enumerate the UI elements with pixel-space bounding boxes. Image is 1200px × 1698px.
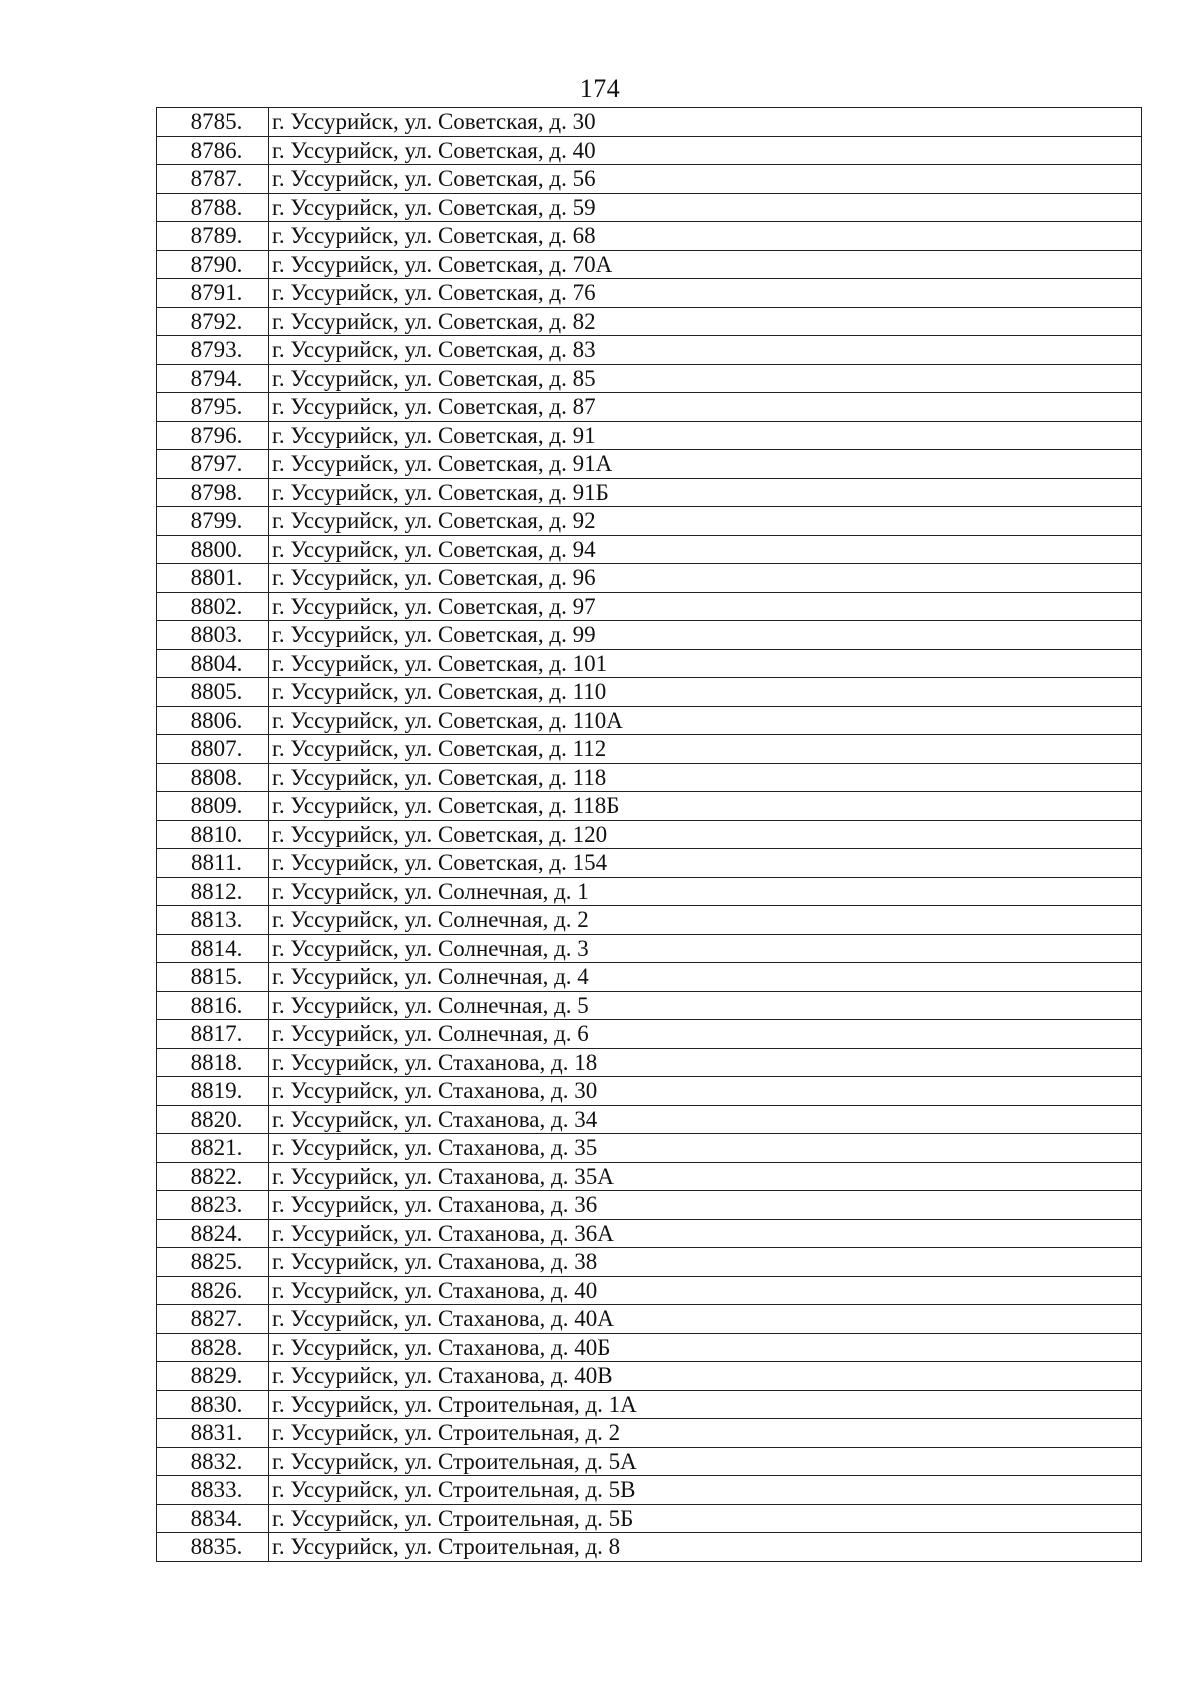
row-number-cell: 8803. bbox=[157, 621, 269, 650]
table-row bbox=[157, 1248, 1142, 1277]
table-row bbox=[157, 507, 1142, 536]
row-number-cell: 8825. bbox=[157, 1248, 269, 1277]
address-cell: г. Уссурийск, ул. Советская, д. 96 bbox=[269, 564, 1142, 593]
address-cell: г. Уссурийск, ул. Строительная, д. 5Б bbox=[269, 1504, 1142, 1533]
address-cell: г. Уссурийск, ул. Советская, д. 68 bbox=[269, 222, 1142, 251]
address-cell: г. Уссурийск, ул. Советская, д. 30 bbox=[269, 108, 1142, 137]
address-cell: г. Уссурийск, ул. Строительная, д. 8 bbox=[269, 1533, 1142, 1562]
row-number-cell: 8831. bbox=[157, 1419, 269, 1448]
table-row bbox=[157, 564, 1142, 593]
address-cell: г. Уссурийск, ул. Стаханова, д. 18 bbox=[269, 1048, 1142, 1077]
address-cell: г. Уссурийск, ул. Советская, д. 83 bbox=[269, 336, 1142, 365]
row-number-cell: 8793. bbox=[157, 336, 269, 365]
table-row bbox=[157, 1390, 1142, 1419]
address-cell: г. Уссурийск, ул. Стаханова, д. 40 bbox=[269, 1276, 1142, 1305]
table-row bbox=[157, 450, 1142, 479]
address-cell: г. Уссурийск, ул. Советская, д. 110 bbox=[269, 678, 1142, 707]
page-number: 174 bbox=[579, 74, 621, 103]
address-cell: г. Уссурийск, ул. Советская, д. 91А bbox=[269, 450, 1142, 479]
table-row bbox=[157, 1105, 1142, 1134]
table-row bbox=[157, 763, 1142, 792]
address-cell: г. Уссурийск, ул. Солнечная, д. 4 bbox=[269, 963, 1142, 992]
table-row bbox=[157, 1305, 1142, 1334]
address-cell: г. Уссурийск, ул. Стаханова, д. 38 bbox=[269, 1248, 1142, 1277]
table-row bbox=[157, 478, 1142, 507]
table-row bbox=[157, 1162, 1142, 1191]
address-cell: г. Уссурийск, ул. Стаханова, д. 35 bbox=[269, 1134, 1142, 1163]
row-number-cell: 8810. bbox=[157, 820, 269, 849]
row-number-cell: 8814. bbox=[157, 934, 269, 963]
table-row bbox=[157, 735, 1142, 764]
row-number-cell: 8818. bbox=[157, 1048, 269, 1077]
table-row bbox=[157, 193, 1142, 222]
row-number-cell: 8811. bbox=[157, 849, 269, 878]
row-number-cell: 8819. bbox=[157, 1077, 269, 1106]
row-number-cell: 8816. bbox=[157, 991, 269, 1020]
table-row bbox=[157, 1504, 1142, 1533]
row-number-cell: 8798. bbox=[157, 478, 269, 507]
row-number-cell: 8786. bbox=[157, 136, 269, 165]
address-cell: г. Уссурийск, ул. Советская, д. 118 bbox=[269, 763, 1142, 792]
table-row bbox=[157, 820, 1142, 849]
address-cell: г. Уссурийск, ул. Строительная, д. 5В bbox=[269, 1476, 1142, 1505]
table-row bbox=[157, 1020, 1142, 1049]
table-row bbox=[157, 307, 1142, 336]
table-row bbox=[157, 1533, 1142, 1562]
row-number-cell: 8827. bbox=[157, 1305, 269, 1334]
table-row bbox=[157, 963, 1142, 992]
address-cell: г. Уссурийск, ул. Строительная, д. 1А bbox=[269, 1390, 1142, 1419]
table-row bbox=[157, 849, 1142, 878]
row-number-cell: 8806. bbox=[157, 706, 269, 735]
table-row bbox=[157, 678, 1142, 707]
row-number-cell: 8834. bbox=[157, 1504, 269, 1533]
table-row bbox=[157, 991, 1142, 1020]
address-cell: г. Уссурийск, ул. Стаханова, д. 30 bbox=[269, 1077, 1142, 1106]
row-number-cell: 8808. bbox=[157, 763, 269, 792]
address-table bbox=[156, 107, 1142, 1562]
table-row bbox=[157, 1476, 1142, 1505]
table-row bbox=[157, 222, 1142, 251]
row-number-cell: 8807. bbox=[157, 735, 269, 764]
row-number-cell: 8801. bbox=[157, 564, 269, 593]
address-cell: г. Уссурийск, ул. Стаханова, д. 36 bbox=[269, 1191, 1142, 1220]
address-cell: г. Уссурийск, ул. Советская, д. 97 bbox=[269, 592, 1142, 621]
row-number-cell: 8815. bbox=[157, 963, 269, 992]
table-row bbox=[157, 393, 1142, 422]
row-number-cell: 8824. bbox=[157, 1219, 269, 1248]
row-number-cell: 8787. bbox=[157, 165, 269, 194]
address-cell: г. Уссурийск, ул. Советская, д. 40 bbox=[269, 136, 1142, 165]
row-number-cell: 8829. bbox=[157, 1362, 269, 1391]
address-cell: г. Уссурийск, ул. Советская, д. 112 bbox=[269, 735, 1142, 764]
table-row bbox=[157, 1333, 1142, 1362]
row-number-cell: 8822. bbox=[157, 1162, 269, 1191]
row-number-cell: 8817. bbox=[157, 1020, 269, 1049]
row-number-cell: 8797. bbox=[157, 450, 269, 479]
table-row bbox=[157, 1219, 1142, 1248]
table-row bbox=[157, 136, 1142, 165]
row-number-cell: 8813. bbox=[157, 906, 269, 935]
table-row bbox=[157, 1362, 1142, 1391]
address-cell: г. Уссурийск, ул. Советская, д. 91Б bbox=[269, 478, 1142, 507]
address-cell: г. Уссурийск, ул. Советская, д. 110А bbox=[269, 706, 1142, 735]
row-number-cell: 8791. bbox=[157, 279, 269, 308]
table-row bbox=[157, 1191, 1142, 1220]
address-cell: г. Уссурийск, ул. Советская, д. 101 bbox=[269, 649, 1142, 678]
row-number-cell: 8812. bbox=[157, 877, 269, 906]
address-cell: г. Уссурийск, ул. Советская, д. 85 bbox=[269, 364, 1142, 393]
row-number-cell: 8785. bbox=[157, 108, 269, 137]
row-number-cell: 8828. bbox=[157, 1333, 269, 1362]
address-cell: г. Уссурийск, ул. Солнечная, д. 6 bbox=[269, 1020, 1142, 1049]
row-number-cell: 8800. bbox=[157, 535, 269, 564]
address-cell: г. Уссурийск, ул. Стаханова, д. 40Б bbox=[269, 1333, 1142, 1362]
table-row bbox=[157, 1276, 1142, 1305]
row-number-cell: 8835. bbox=[157, 1533, 269, 1562]
row-number-cell: 8823. bbox=[157, 1191, 269, 1220]
address-cell: г. Уссурийск, ул. Советская, д. 91 bbox=[269, 421, 1142, 450]
table-row bbox=[157, 706, 1142, 735]
table-row bbox=[157, 108, 1142, 137]
table-row bbox=[157, 592, 1142, 621]
table-row bbox=[157, 877, 1142, 906]
address-cell: г. Уссурийск, ул. Советская, д. 56 bbox=[269, 165, 1142, 194]
address-cell: г. Уссурийск, ул. Советская, д. 59 bbox=[269, 193, 1142, 222]
row-number-cell: 8821. bbox=[157, 1134, 269, 1163]
table-row bbox=[157, 1048, 1142, 1077]
address-cell: г. Уссурийск, ул. Строительная, д. 2 bbox=[269, 1419, 1142, 1448]
address-cell: г. Уссурийск, ул. Стаханова, д. 40А bbox=[269, 1305, 1142, 1334]
address-cell: г. Уссурийск, ул. Советская, д. 92 bbox=[269, 507, 1142, 536]
table-row bbox=[157, 535, 1142, 564]
row-number-cell: 8809. bbox=[157, 792, 269, 821]
table-row bbox=[157, 621, 1142, 650]
row-number-cell: 8802. bbox=[157, 592, 269, 621]
address-cell: г. Уссурийск, ул. Советская, д. 118Б bbox=[269, 792, 1142, 821]
row-number-cell: 8794. bbox=[157, 364, 269, 393]
table-row bbox=[157, 792, 1142, 821]
table-row bbox=[157, 250, 1142, 279]
address-table-body bbox=[157, 108, 1142, 1562]
row-number-cell: 8788. bbox=[157, 193, 269, 222]
address-cell: г. Уссурийск, ул. Советская, д. 87 bbox=[269, 393, 1142, 422]
address-cell: г. Уссурийск, ул. Солнечная, д. 5 bbox=[269, 991, 1142, 1020]
address-cell: г. Уссурийск, ул. Солнечная, д. 2 bbox=[269, 906, 1142, 935]
address-cell: г. Уссурийск, ул. Стаханова, д. 35А bbox=[269, 1162, 1142, 1191]
row-number-cell: 8789. bbox=[157, 222, 269, 251]
row-number-cell: 8792. bbox=[157, 307, 269, 336]
address-cell: г. Уссурийск, ул. Советская, д. 99 bbox=[269, 621, 1142, 650]
table-row bbox=[157, 279, 1142, 308]
address-cell: г. Уссурийск, ул. Советская, д. 76 bbox=[269, 279, 1142, 308]
address-cell: г. Уссурийск, ул. Строительная, д. 5А bbox=[269, 1447, 1142, 1476]
row-number-cell: 8830. bbox=[157, 1390, 269, 1419]
row-number-cell: 8833. bbox=[157, 1476, 269, 1505]
address-cell: г. Уссурийск, ул. Советская, д. 70А bbox=[269, 250, 1142, 279]
row-number-cell: 8805. bbox=[157, 678, 269, 707]
address-cell: г. Уссурийск, ул. Стаханова, д. 34 bbox=[269, 1105, 1142, 1134]
table-row bbox=[157, 1419, 1142, 1448]
row-number-cell: 8804. bbox=[157, 649, 269, 678]
address-cell: г. Уссурийск, ул. Стаханова, д. 40В bbox=[269, 1362, 1142, 1391]
table-row bbox=[157, 649, 1142, 678]
row-number-cell: 8799. bbox=[157, 507, 269, 536]
table-row bbox=[157, 934, 1142, 963]
row-number-cell: 8795. bbox=[157, 393, 269, 422]
table-row bbox=[157, 906, 1142, 935]
address-cell: г. Уссурийск, ул. Солнечная, д. 1 bbox=[269, 877, 1142, 906]
address-cell: г. Уссурийск, ул. Советская, д. 94 bbox=[269, 535, 1142, 564]
table-row bbox=[157, 1077, 1142, 1106]
table-row bbox=[157, 1447, 1142, 1476]
table-row bbox=[157, 1134, 1142, 1163]
table-row bbox=[157, 336, 1142, 365]
table-row bbox=[157, 364, 1142, 393]
address-cell: г. Уссурийск, ул. Советская, д. 120 bbox=[269, 820, 1142, 849]
address-cell: г. Уссурийск, ул. Советская, д. 82 bbox=[269, 307, 1142, 336]
row-number-cell: 8790. bbox=[157, 250, 269, 279]
table-row bbox=[157, 165, 1142, 194]
row-number-cell: 8832. bbox=[157, 1447, 269, 1476]
address-cell: г. Уссурийск, ул. Стаханова, д. 36А bbox=[269, 1219, 1142, 1248]
table-row bbox=[157, 421, 1142, 450]
row-number-cell: 8826. bbox=[157, 1276, 269, 1305]
address-cell: г. Уссурийск, ул. Советская, д. 154 bbox=[269, 849, 1142, 878]
row-number-cell: 8820. bbox=[157, 1105, 269, 1134]
address-cell: г. Уссурийск, ул. Солнечная, д. 3 bbox=[269, 934, 1142, 963]
row-number-cell: 8796. bbox=[157, 421, 269, 450]
